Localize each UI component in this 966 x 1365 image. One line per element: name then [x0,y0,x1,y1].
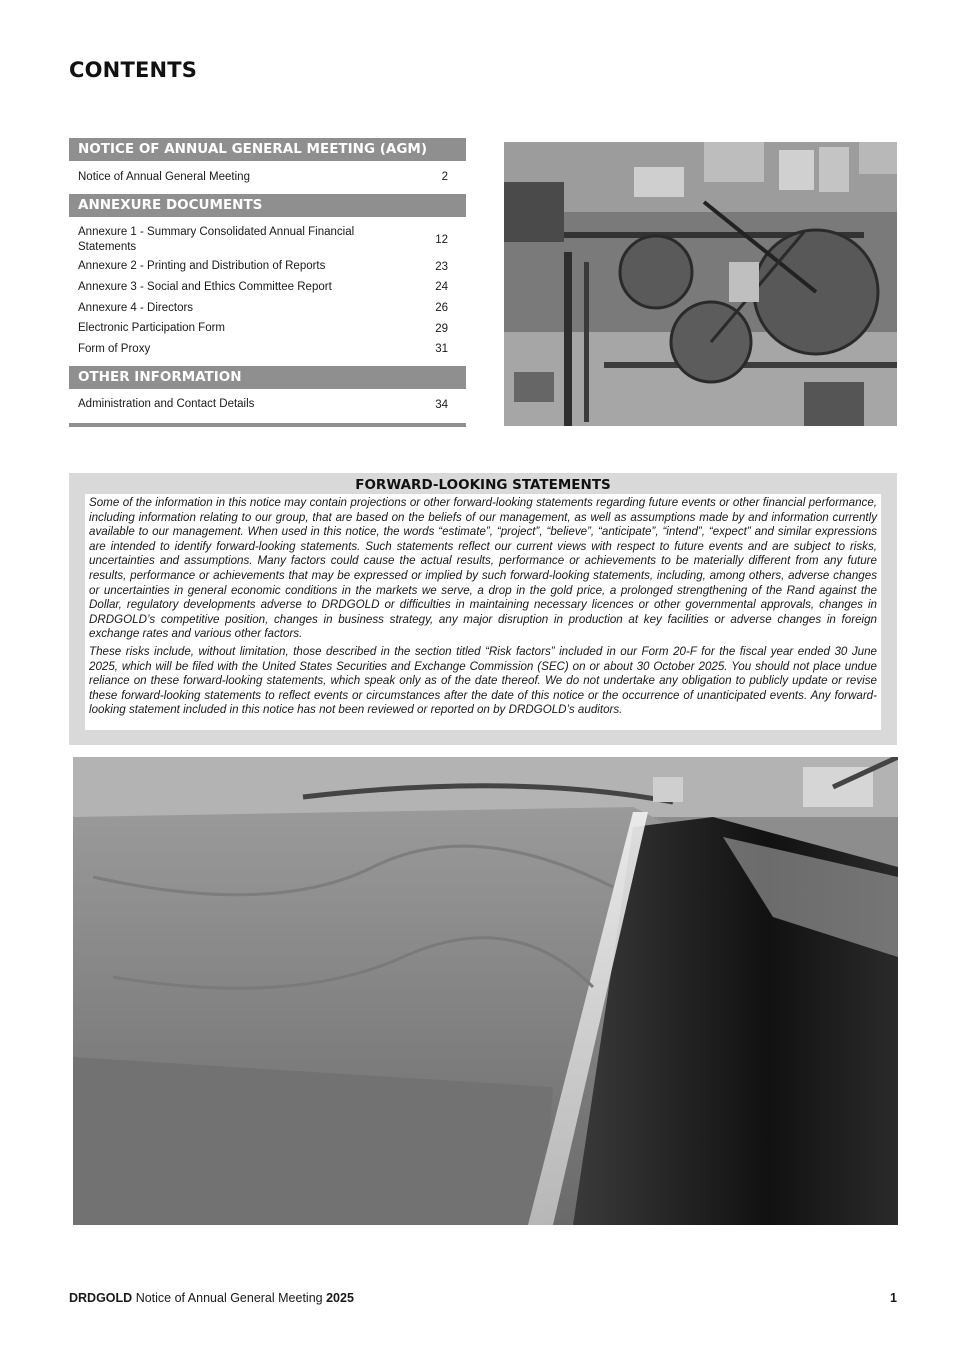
toc-entry[interactable] [69,223,466,257]
footer-year: 2025 [326,1291,354,1305]
toc-entry-page: 2 [441,171,448,184]
toc-entry-label: Electronic Participation Form [78,322,225,335]
contents-table [69,138,466,427]
toc-entry-label: Annexure 4 - Directors [78,301,194,314]
toc-section-heading: ANNEXURE DOCUMENTS [69,194,466,217]
toc-entry-label: Annexure 2 - Printing and Distribution of Reports [78,260,326,273]
mining-pit-image [73,757,898,1225]
footer-brand: DRDGOLD [69,1291,133,1305]
toc-section-heading: OTHER INFORMATION [69,366,466,389]
toc-entry-label: Annexure 3 - Social and Ethics Committee Report [78,280,332,293]
page-number: 1 [890,1291,897,1305]
forward-looking-body [85,494,881,730]
page-footer [69,1291,897,1305]
toc-entry-page: 34 [435,398,448,411]
toc-entry[interactable] [69,395,466,416]
mining-pit-photo [73,757,898,1225]
footer-title [69,1291,354,1305]
page-title: CONTENTS [69,58,198,82]
toc-entry-page: 31 [435,343,448,356]
toc-entry-page: 24 [435,281,448,294]
forward-looking-paragraph: These risks include, without limitation, those described in the section titled “Risk factors” included in our Form 20-F for the fiscal year ended 30 June 2025, which will be filed with the United States Securities and Exchange Commission (SEC) on or about 30 October 2025. You should not place undue reliance on these forward-looking statements, which speak only as of the date thereof. We do not undertake any obligation to publicly update or revise these forward-looking statements to reflect events or circumstances after the date of this notice or the occurrence of unanticipated events. Any forward-looking statement included in this notice has not been reviewed or reported on by DRDGOLD’s auditors. [89,644,877,717]
toc-entry[interactable] [69,257,466,278]
toc-entry-page: 29 [435,322,448,335]
toc-entry[interactable] [69,318,466,339]
toc-entry-label: Annexure 1 - Summary Consolidated Annual Financial Statements [78,225,355,253]
toc-bottom-rule [69,421,466,427]
toc-entry[interactable] [69,298,466,319]
toc-entry-label: Form of Proxy [78,342,151,355]
toc-entry-label: Administration and Contact Details [78,398,255,411]
toc-entry-page: 23 [435,260,448,273]
footer-doc-title: Notice of Annual General Meeting [135,1291,323,1305]
toc-entry[interactable] [69,277,466,298]
forward-looking-title: FORWARD-LOOKING STATEMENTS [355,477,611,493]
plant-aerial-image [504,142,897,426]
toc-entry-label: Notice of Annual General Meeting [78,170,250,183]
toc-entry-page: 12 [435,233,448,246]
forward-looking-paragraph: Some of the information in this notice may contain projections or other forward-looking statements regarding future events or other financial performance, including information relating to our group, that are based on the beliefs of our management, as well as assumptions made by and information currently available to our management. When used in this notice, the words “estimate”, “project”, “believe”, “anticipate”, “intend”, “expect” and similar expressions are intended to identify forward-looking statements. Such statements reflect our current views with respect to future events and are subject to risks, uncertainties and assumptions. Many factors could cause the actual results, performance or achievements to be materially different from any future results, performance or achievements that may be expressed or implied by such forward-looking statements, including, among others, adverse changes or uncertainties in general economic conditions in the markets we serve, a drop in the gold price, a prolonged strengthening of the Rand against the Dollar, regulatory developments adverse to DRDGOLD or difficulties in maintaining necessary licences or other governmental approvals, changes in DRDGOLD’s competitive position, changes in business strategy, any major disruption in production at key facilities or adverse changes in foreign exchange rates and various other factors. [89,496,877,641]
toc-entry-page: 26 [435,302,448,315]
toc-entry[interactable] [69,167,466,188]
forward-looking-statements-box [69,473,897,745]
toc-entry[interactable] [69,339,466,360]
plant-aerial-photo [504,142,897,426]
toc-section-heading: NOTICE OF ANNUAL GENERAL MEETING (AGM) [69,138,466,161]
